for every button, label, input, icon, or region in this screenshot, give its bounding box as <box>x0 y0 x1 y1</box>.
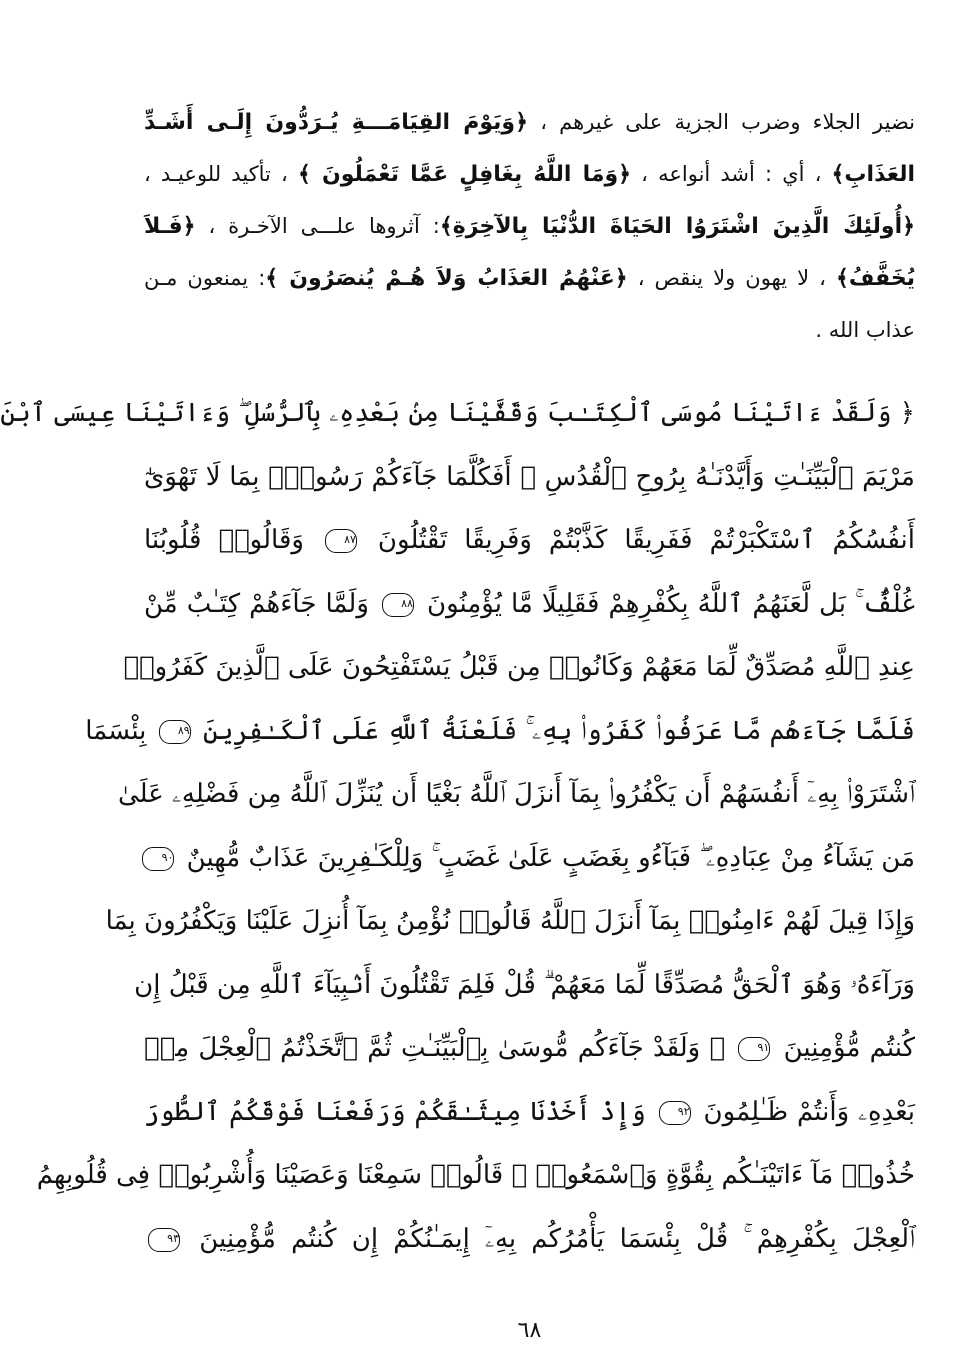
commentary-text: ، لا يهون ولا ينقص ، <box>627 266 836 290</box>
quran-quote: ﴿أُولَئِكَ الَّذِينَ اشْتَرَوُا الحَيَاةَ الدُّنْيَا بِالآخِرَةِ﴾ <box>439 214 915 239</box>
commentary-line <box>144 304 915 356</box>
verse-line <box>36 1144 915 1208</box>
commentary-text: ، أي : أشد أنواعه ، <box>631 162 832 186</box>
commentary-line <box>144 200 915 252</box>
verse-line <box>105 890 915 954</box>
commentary-text: نضير الجلاء وضرب الجزية على غيرهم ، <box>528 110 916 134</box>
commentary-block <box>144 96 915 356</box>
verse-line <box>144 827 915 891</box>
quran-quote: ﴿فَـلاَ <box>144 214 196 239</box>
commentary-line <box>144 148 915 200</box>
verse-text: وَلَمَّا جَآءَهُمْ كِتَـٰبٌ مِّنْ <box>144 588 378 619</box>
verse-line <box>123 636 915 700</box>
quran-quote: العَذَابِ﴾ <box>831 162 915 187</box>
ayah-number-marker: ٨٨ <box>382 593 414 617</box>
verse-line <box>144 1017 915 1081</box>
ayah-number-marker: ٩١ <box>738 1037 770 1061</box>
verse-text: وَقَالُوا۟ قُلُوبُنَا <box>144 525 321 555</box>
verse-text: كُنتُم مُّؤْمِنِينَ <box>774 1033 915 1063</box>
verse-line <box>144 573 915 637</box>
verse-text: ﴿ وَلَقَدْ ءَاتَيْنَا مُوسَى ٱلْكِتَـٰبَ وَقَفَّيْنَا مِنۢ بَعْدِهِۦ بِٱلرُّسُلِ ۖ وَءَاتَيْنَا عِيسَى ٱبْنَ <box>0 398 915 428</box>
ayah-number-marker: ٩٠ <box>142 847 174 871</box>
commentary-text: ، تأكيد للوعيـد ، <box>144 162 298 186</box>
verse-line <box>134 954 915 1018</box>
commentary-line <box>144 252 915 304</box>
ayah-number-marker: ٨٩ <box>159 720 191 744</box>
verse-line <box>144 446 915 510</box>
quran-quote: ﴿عَنْهُمُ العَذَابُ وَلاَ هُـمْ يُنصَرُونَ ﴾ <box>265 266 628 291</box>
quran-text-block <box>0 382 915 1271</box>
verse-text: بِئْسَمَا <box>85 715 155 746</box>
verse-line <box>144 509 915 573</box>
ayah-number-marker: ٨٧ <box>325 529 357 553</box>
quran-quote: يُخَفَّفُ﴾ <box>835 266 915 291</box>
verse-line <box>144 1208 915 1272</box>
verse-text: خُذُوا۟ مَآ ءَاتَيْنَـٰكُم بِقُوَّةٍ وَٱسْمَعُوا۟ ۖ قَالُوا۟ سَمِعْنَا وَعَصَيْنَا وَأُشْرِبُوا۟ فِى قُلُوبِهِمُ <box>36 1160 915 1190</box>
ayah-number-marker: ٩٣ <box>148 1228 180 1252</box>
verse-line <box>117 763 915 827</box>
verse-text: عِندِ ٱللَّهِ مُصَدِّقٌ لِّمَا مَعَهُمْ وَكَانُوا۟ مِن قَبْلُ يَسْتَفْتِحُونَ عَلَى ٱلَّذِينَ كَفَرُوا۟ <box>123 652 915 682</box>
verse-text: أَنفُسُكُمُ ٱسْتَكْبَرْتُمْ فَفَرِيقًا كَذَّبْتُمْ وَفَرِيقًا تَقْتُلُونَ <box>360 525 915 555</box>
verse-text: وَرَآءَهُۥ وَهُوَ ٱلْحَقُّ مُصَدِّقًا لِّمَا مَعَهُمْ ۗ قُلْ فَلِمَ تَقْتُلُونَ أَنۢبِيَآءَ ٱللَّهِ مِن قَبْلُ إِن <box>134 969 915 1000</box>
verse-line <box>144 1081 915 1145</box>
verse-text: ٱشْتَرَوْا۟ بِهِۦٓ أَنفُسَهُمْ أَن يَكْفُرُوا۟ بِمَآ أَنزَلَ ٱللَّهُ بَغْيًا أَن يُنَزِّلَ ٱللَّهُ مِن فَضْلِهِۦ عَلَىٰ <box>117 779 915 809</box>
verse-text: فَلَمَّا جَآءَهُم مَّا عَرَفُوا۟ كَفَرُوا۟ بِهِۦ ۚ فَلَعْنَةُ ٱللَّهِ عَلَى ٱلْكَـٰفِرِينَ <box>194 715 915 746</box>
page-number: ٦٨ <box>517 1318 542 1343</box>
ayah-number-marker: ٩٢ <box>659 1101 691 1125</box>
verse-line <box>0 382 915 446</box>
verse-text: بَعْدِهِۦ وَأَنتُمْ ظَـٰلِمُونَ <box>694 1096 915 1127</box>
verse-line <box>85 700 915 764</box>
verse-text: ٱلْعِجْلَ بِكُفْرِهِمْ ۚ قُلْ بِئْسَمَا يَأْمُرُكُم بِهِۦٓ إِيمَـٰنُكُمْ إِن كُنتُم مُّؤْمِنِينَ <box>184 1223 915 1254</box>
commentary-line <box>144 96 915 148</box>
quran-quote: ﴿وَمَا اللَّهُ بِغَافِلٍ عَمَّا تَعْمَلُونَ ﴾ <box>297 162 632 187</box>
verse-text: مَن يَشَآءُ مِنْ عِبَادِهِۦ ۖ فَبَآءُو بِغَضَبٍ عَلَىٰ غَضَبٍ ۚ وَلِلْكَـٰفِرِينَ عَذَابٌ مُّهِينٌ <box>178 842 915 873</box>
commentary-text: عذاب الله . <box>815 318 915 342</box>
quran-quote: ﴿وَيَوْمَ القِيَامَـــةِ يُـرَدُّونَ إِلَـى أَشَـدِّ <box>144 110 529 135</box>
commentary-text: : يمنعون مـن <box>144 266 266 290</box>
verse-text: وَإِذَا قِيلَ لَهُمْ ءَامِنُوا۟ بِمَآ أَنزَلَ ٱللَّهُ قَالُوا۟ نُؤْمِنُ بِمَآ أُنزِلَ عَلَيْنَا وَيَكْفُرُونَ بِمَا <box>105 906 915 936</box>
verse-text: مَرْيَمَ ٱلْبَيِّنَـٰتِ وَأَيَّدْنَـٰهُ بِرُوحِ ٱلْقُدُسِ ۗ أَفَكُلَّمَا جَآءَكُمْ رَسُولٌۢ بِمَا لَا تَهْوَىٰٓ <box>144 461 915 492</box>
verse-text: غُلْفٌۢ ۚ بَل لَّعَنَهُمُ ٱللَّهُ بِكُفْرِهِمْ فَقَلِيلًا مَّا يُؤْمِنُونَ <box>417 588 915 619</box>
commentary-text: : آثروها علـــى الآخـرة ، <box>195 214 440 238</box>
verse-text: ۞ وَلَقَدْ جَآءَكُم مُّوسَىٰ بِٱلْبَيِّنَـٰتِ ثُمَّ ٱتَّخَذْتُمُ ٱلْعِجْلَ مِنۢ <box>144 1033 735 1063</box>
verse-text: وَإِذْ أَخَذْنَا مِيثَـٰقَكُمْ وَرَفَعْنَا فَوْقَكُمُ ٱلطُّورَ <box>144 1096 655 1127</box>
